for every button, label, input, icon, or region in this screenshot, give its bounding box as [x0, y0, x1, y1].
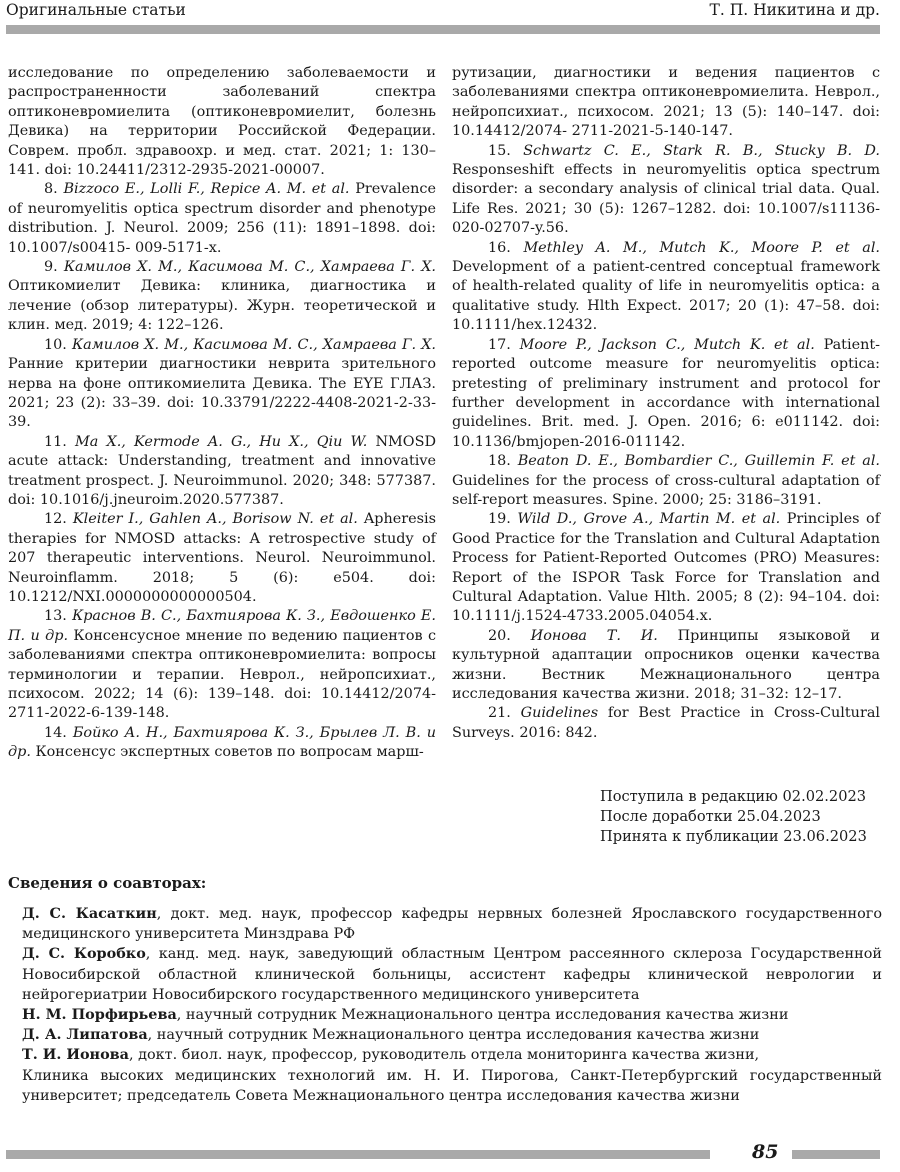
reference-13: 13. Краснов В. С., Бахтиярова К. З., Евдошенко Е. П. и др. Консенсусное мнение по ведению пациентов с заболеваниями спектра оптиконевромиелита: вопросы терминологии и терапии. Неврол., нейропсихиат., психосом. 2022; 14 (6): 139–148. doi: 10.14412/2074-2711-2022-6-139-148.	[8, 608, 437, 722]
reference-14: 14. Бойко А. Н., Бахтиярова К. З., Брылев Л. В. и др. Консенсус экспертных советов по вопросам марш-	[8, 724, 437, 761]
reference-16: 16. Methley A. M., Mutch K., Moore P. et al. Development of a patient-centred conceptual framework of health-related quality of life in neuromyelitis optica: a qualitative study. Hlth Expect. 2017; 20 (1): 47–58. doi: 10.1111/hex.12432.	[452, 239, 880, 334]
coauthor-item: Д. С. Касаткин, докт. мед. наук, профессор кафедры нервных болезней Ярославского государственного медицинского университета Минздрава РФ	[22, 905, 882, 943]
reference-17: 17. Moore P., Jackson C., Mutch K. et al. Patient-reported outcome measure for neuromyelitis optica: pretesting of preliminary instrument and protocol for further development in accordance with international guidelines. Brit. med. J. Open. 2016; 6: e011142. doi: 10.1136/bmjopen-2016-011142.	[452, 336, 880, 450]
references-left-column	[8, 64, 436, 763]
reference-10: 10. Камилов Х. М., Касимова М. С., Хамраева Г. Х. Ранние критерии диагностики неврита зрительного нерва на фоне оптикомиелита Девика. The EYE ГЛАЗ. 2021; 23 (2): 33–39. doi: 10.33791/2222-4408-2021-2-33-39.	[8, 336, 437, 431]
date-revised: После доработки 25.04.2023	[600, 808, 821, 825]
coauthors-heading: Сведения о соавторах:	[8, 874, 207, 892]
references-right-column	[452, 64, 880, 743]
coauthors-list	[22, 904, 882, 1106]
reference-12: 12. Kleiter I., Gahlen A., Borisow N. et al. Apheresis therapies for NMOSD attacks: A retrospective study of 207 therapeutic interventions. Neurol. Neuroimmunol. Neuroinflamm. 2018; 5 (6): e504. doi: 10.1212/NXI.0000000000000504.	[8, 511, 437, 605]
running-authors: Т. П. Никитина и др.	[709, 1, 880, 19]
reference-15: 15. Schwartz C. E., Stark R. B., Stucky B. D. Responseshift effects in neuromyelitis optica spectrum disorder: a secondary analysis of clinical trial data. Qual. Life Res. 2021; 30 (5): 1267–1282. doi: 10.1007/s11136-020-02707-y.56.	[452, 142, 880, 237]
coauthor-affiliation: Клиника высоких медицинских технологий им. Н. И. Пирогова, Санкт-Петербургский государственный университет; председатель Совета Межнационального центра исследования качества жизни	[22, 1067, 882, 1104]
footer-rule	[6, 1150, 710, 1159]
article-dates	[600, 787, 867, 847]
coauthor-item: Д. С. Коробко, канд. мед. наук, заведующий областным Центром рассеянного склероза Государственной Новосибирской областной клинической больницы, ассистент кафедры клинической неврологии и нейрогериатрии Новосибирского государственного медицинского университета	[22, 945, 882, 1003]
running-header	[0, 0, 900, 36]
date-accepted: Принята к публикации 23.06.2023	[600, 828, 867, 845]
section-title: Оригинальные статьи	[6, 1, 186, 19]
header-rule	[6, 25, 880, 34]
coauthor-item: Н. М. Порфирьева, научный сотрудник Межнационального центра исследования качества жизни	[22, 1006, 789, 1024]
coauthor-item: Д. А. Липатова, научный сотрудник Межнационального центра исследования качества жизни	[22, 1026, 760, 1044]
reference-8: 8. Bizzoco E., Lolli F., Repice A. M. et al. Prevalence of neuromyelitis optica spectrum disorder and phenotype distribution. J. Neurol. 2009; 256 (11): 1891–1898. doi: 10.1007/s00415- 009-5171-x.	[8, 181, 436, 256]
reference-continuation: исследование по определению заболеваемости и распространенности заболеваний спектра оптиконевромиелита (оптиконевромиелит, болезнь Девика) на территории Российской Федерации. Соврем. пробл. здравоохр. и мед. стат. 2021; 1: 130–141. doi: 10.24411/2312-2935-2021-00007.	[8, 65, 436, 179]
reference-19: 19. Wild D., Grove A., Martin M. et al. Principles of Good Practice for the Translation and Cultural Adaptation Process for Patient-Reported Outcomes (PRO) Measures: Report of the ISPOR Task Force for Translation and Cultural Adaptation. Value Hlth. 2005; 8 (2): 94–104. doi: 10.1111/j.1524-4733.2005.04054.x.	[452, 511, 881, 625]
reference-20: 20. Ионова Т. И. Принципы языковой и культурной адаптации опросников оценки качества жизни. Вестник Межнационального центра исследования качества жизни. 2018; 31–32: 12–17.	[452, 627, 880, 702]
coauthor-item: Т. И. Ионова, докт. биол. наук, профессор, руководитель отдела мониторинга качества жизни,	[22, 1046, 760, 1064]
reference-9: 9. Камилов Х. М., Касимова М. С., Хамраева Г. Х. Оптикомиелит Девика: клиника, диагностика и лечение (обзор литературы). Журн. теоретической и клин. мед. 2019; 4: 122–126.	[8, 259, 437, 334]
reference-21: 21. Guidelines for Best Practice in Cross-Cultural Surveys. 2016: 842.	[452, 705, 881, 741]
date-received: Поступила в редакцию 02.02.2023	[600, 788, 867, 805]
reference-11: 11. Ma X., Kermode A. G., Hu X., Qiu W. NMOSD acute attack: Understanding, treatment and innovative treatment prospect. J. Neuroimmunol. 2020; 348: 577387. doi: 10.1016/j.jneuroim.2020.577387.	[8, 433, 436, 508]
footer-rule-right	[792, 1150, 880, 1159]
reference-18: 18. Beaton D. E., Bombardier C., Guillemin F. et al. Guidelines for the process of cross-cultural adaptation of self-report measures. Spine. 2000; 25: 3186–3191.	[452, 453, 881, 508]
page-number: 85	[752, 1141, 779, 1163]
reference-continuation: рутизации, диагностики и ведения пациентов с заболеваниями спектра оптиконевромиелита. Неврол., нейропсихиат., психосом. 2021; 13 (5): 140–147. doi: 10.14412/2074- 2711-2021-5-140-147.	[452, 65, 880, 140]
